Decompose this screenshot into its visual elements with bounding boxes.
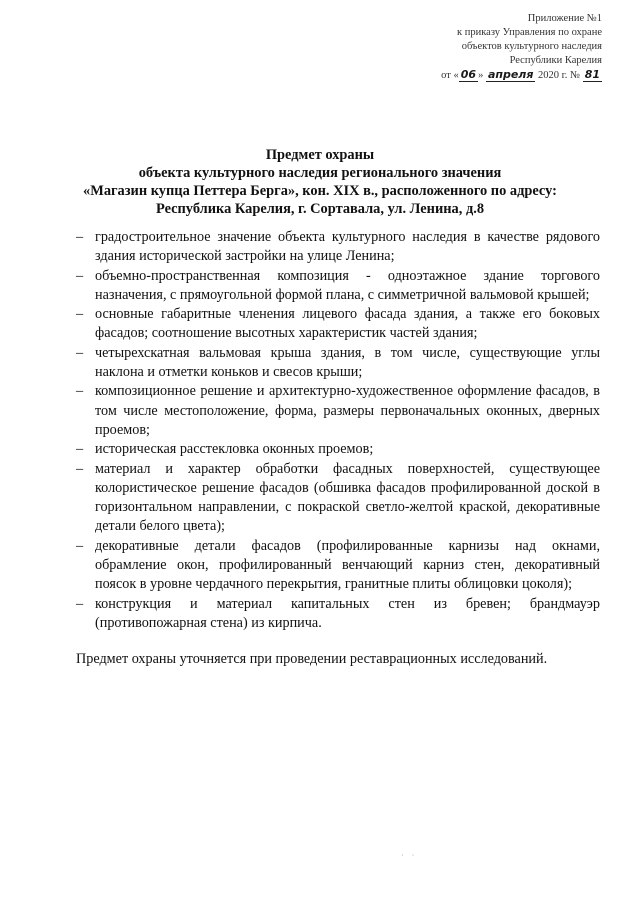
bullet-dash: – (76, 595, 84, 612)
list-item-text: объемно-пространственная композиция - одноэтажное здание торгового назначения, с прямоугольной формой плана, с симметричной вальмовой крышей; (95, 267, 600, 303)
list-item-text: градостроительное значение объекта культурного наследия в качестве рядового здания исторической застройки на улице Ленина; (95, 229, 600, 265)
bullet-dash: – (76, 441, 84, 458)
bullet-dash: – (76, 383, 84, 400)
list-item-text: материал и характер обработки фасадных поверхностей, существующее колористическое решение фасадов (обшивка фасадов профилированной доской в горизонтальном направлении, с покраской светло-желтой краской, декоративные детали белого цвета); (95, 460, 600, 535)
bullet-dash: – (76, 460, 84, 477)
list-item-text: основные габаритные членения лицевого фасада здания, а также его боковых фасадов; соотношение высотных характеристик частей здания; (95, 306, 600, 342)
list-item (76, 267, 600, 306)
appendix-date-line: от « 06 » апреля 2020 г. № 81 (441, 68, 600, 81)
document-title (60, 146, 580, 218)
handwritten-day: 06 (460, 68, 477, 81)
list-item-text: декоративные детали фасадов (профилированные карнизы над окнами, обрамление окон, профилированный венчающий карниз стен, декоративный поясок в уровне чердачного перекрытия, гранитные плиты облицовки цоколя); (95, 537, 600, 593)
list-item (76, 537, 600, 595)
list-item-text: композиционное решение и архитектурно-художественное оформление фасадов, в том числе местоположение, форма, размеры первоначальных оконных, дверных проемов; (95, 383, 600, 438)
closing-note: Предмет охраны уточняется при проведении реставрационных исследований. (76, 651, 548, 667)
appendix-header (342, 12, 602, 83)
title-line-2: объекта культурного наследия регионального значения (138, 165, 502, 181)
list-item (76, 228, 600, 267)
list-item (76, 460, 600, 537)
protection-items-list (76, 228, 600, 633)
bullet-dash: – (76, 229, 84, 245)
appendix-agency-line: объектов культурного наследия (461, 41, 602, 52)
date-year: 2020 г. № (538, 70, 581, 81)
list-item-text: четырехскатная вальмовая крыша здания, в том числе, существующие углы наклона и отметки коньков и свесов крыши; (95, 344, 600, 381)
list-item (76, 595, 600, 634)
list-item (76, 382, 600, 440)
appendix-region-line: Республики Карелия (509, 55, 602, 66)
bullet-dash: – (76, 344, 84, 361)
handwritten-order-number: 81 (584, 68, 600, 81)
list-item (76, 305, 600, 344)
title-line-4: Республика Карелия, г. Сортавала, ул. Ленина, д.8 (155, 201, 485, 217)
date-prefix: от « (441, 70, 459, 81)
list-item-text: историческая расстекловка оконных проемов; (95, 441, 374, 458)
bullet-dash: – (76, 537, 84, 554)
bullet-dash: – (76, 267, 84, 284)
bullet-dash: – (76, 306, 84, 323)
list-item (76, 344, 600, 383)
list-item (76, 440, 600, 459)
appendix-order-line: к приказу Управления по охране (457, 27, 602, 38)
scan-speck: · · (401, 851, 418, 860)
handwritten-month: апреля (487, 68, 534, 81)
title-line-3: «Магазин купца Петтера Берга», кон. XIX в., расположенного по адресу: (83, 183, 557, 199)
title-line-1: Предмет охраны (265, 147, 375, 163)
list-item-text: конструкция и материал капитальных стен из бревен; брандмауэр (противопожарная стена) из кирпича. (95, 595, 600, 631)
appendix-number: Приложение №1 (527, 13, 602, 24)
